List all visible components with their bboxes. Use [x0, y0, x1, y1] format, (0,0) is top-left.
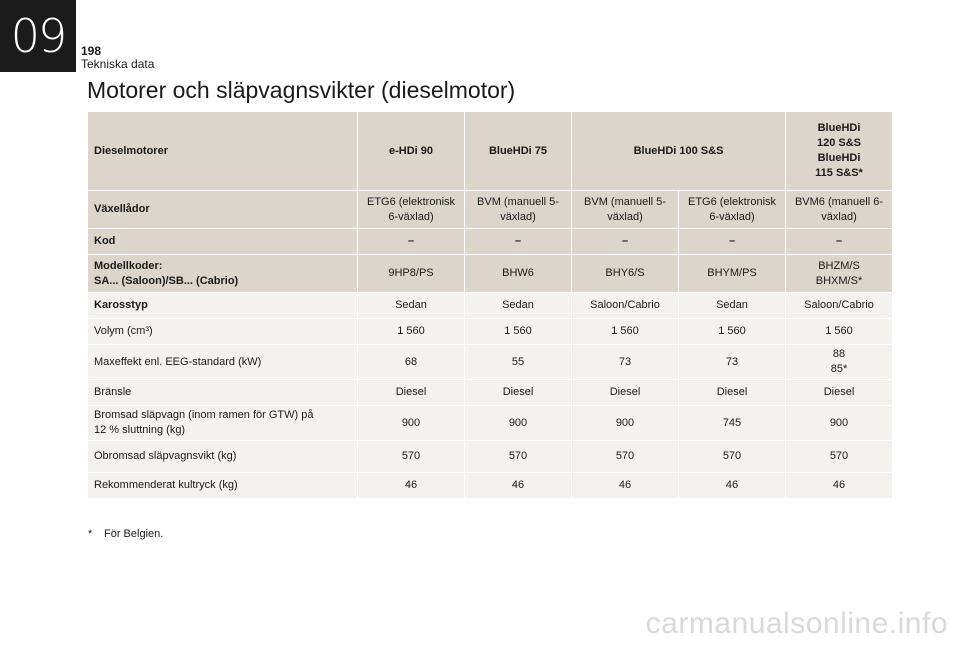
row-value: 46 — [465, 473, 572, 499]
model-code-value-2: BHY6/S — [572, 255, 679, 293]
row-label: Rekommenderat kultryck (kg) — [88, 473, 358, 499]
gearbox-row — [88, 191, 893, 229]
row-value: 88 85* — [786, 345, 893, 380]
watermark: carmanualsonline.info — [645, 607, 948, 640]
row-value: 900 — [572, 406, 679, 441]
table-row — [88, 293, 893, 319]
row-value: Sedan — [465, 293, 572, 319]
model-code-value-4: BHZM/S BHXM/S* — [786, 255, 893, 293]
row-value: 46 — [786, 473, 893, 499]
row-value: 570 — [465, 441, 572, 473]
table-row — [88, 319, 893, 345]
row-value: 46 — [572, 473, 679, 499]
row-value: 68 — [358, 345, 465, 380]
engine-header-row — [88, 112, 893, 191]
engine-header-1: BlueHDi 75 — [465, 112, 572, 191]
code-value-3: – — [679, 229, 786, 255]
row-value: 570 — [786, 441, 893, 473]
page-title: Motorer och släpvagnsvikter (dieselmotor) — [87, 77, 516, 103]
row-label: Volym (cm³) — [88, 319, 358, 345]
footnote-mark: * — [88, 528, 93, 540]
table-row — [88, 345, 893, 380]
row-value: 1 560 — [679, 319, 786, 345]
engine-header-2: BlueHDi 100 S&S — [572, 112, 786, 191]
row-value: 900 — [786, 406, 893, 441]
gearbox-value-0: ETG6 (elektronisk 6-växlad) — [358, 191, 465, 229]
row-value: Diesel — [679, 380, 786, 406]
engine-header-label: Dieselmotorer — [88, 112, 358, 191]
row-value: 55 — [465, 345, 572, 380]
model-code-value-0: 9HP8/PS — [358, 255, 465, 293]
footnote-text: För Belgien. — [104, 528, 164, 540]
page-number: 198 — [81, 44, 102, 58]
row-value: 46 — [679, 473, 786, 499]
row-value: Sedan — [358, 293, 465, 319]
gearbox-label: Växellådor — [88, 191, 358, 229]
row-value: Saloon/Cabrio — [572, 293, 679, 319]
table-row — [88, 380, 893, 406]
model-codes-row — [88, 255, 893, 293]
row-value: Diesel — [358, 380, 465, 406]
row-value: 1 560 — [358, 319, 465, 345]
row-value: 900 — [465, 406, 572, 441]
gearbox-value-2: BVM (manuell 5-växlad) — [572, 191, 679, 229]
table-row — [88, 473, 893, 499]
table-row — [88, 441, 893, 473]
row-value: Sedan — [679, 293, 786, 319]
row-value: 73 — [679, 345, 786, 380]
code-value-4: – — [786, 229, 893, 255]
gearbox-value-3: ETG6 (elektronisk 6-växlad) — [679, 191, 786, 229]
model-code-value-3: BHYM/PS — [679, 255, 786, 293]
section-name: Tekniska data — [81, 57, 155, 71]
specification-table — [87, 111, 893, 499]
specification-table-body — [88, 112, 893, 499]
row-label: Bromsad släpvagn (inom ramen för GTW) på 12 % sluttning (kg) — [88, 406, 358, 441]
row-label: Bränsle — [88, 380, 358, 406]
row-value: 745 — [679, 406, 786, 441]
row-value: Diesel — [572, 380, 679, 406]
gearbox-value-4: BVM6 (manuell 6-växlad) — [786, 191, 893, 229]
model-code-value-1: BHW6 — [465, 255, 572, 293]
engine-header-3: BlueHDi 120 S&S BlueHDi 115 S&S* — [786, 112, 893, 191]
code-value-1: – — [465, 229, 572, 255]
row-value: 1 560 — [465, 319, 572, 345]
row-value: 1 560 — [572, 319, 679, 345]
row-value: Diesel — [786, 380, 893, 406]
row-value: 46 — [358, 473, 465, 499]
row-value: 570 — [572, 441, 679, 473]
row-value: 570 — [679, 441, 786, 473]
row-label: Obromsad släpvagnsvikt (kg) — [88, 441, 358, 473]
code-value-0: – — [358, 229, 465, 255]
code-label: Kod — [88, 229, 358, 255]
code-row — [88, 229, 893, 255]
row-value: 900 — [358, 406, 465, 441]
code-value-2: – — [572, 229, 679, 255]
row-label: Karosstyp — [88, 293, 358, 319]
chapter-tab: 09 — [0, 0, 76, 72]
row-value: 73 — [572, 345, 679, 380]
row-value: 570 — [358, 441, 465, 473]
table-row — [88, 406, 893, 441]
row-value: Diesel — [465, 380, 572, 406]
engine-header-0: e-HDi 90 — [358, 112, 465, 191]
row-label: Maxeffekt enl. EEG-standard (kW) — [88, 345, 358, 380]
footnote — [88, 527, 163, 541]
gearbox-value-1: BVM (manuell 5-växlad) — [465, 191, 572, 229]
model-codes-label: Modellkoder: SA... (Saloon)/SB... (Cabrio) — [88, 255, 358, 293]
row-value: 1 560 — [786, 319, 893, 345]
row-value: Saloon/Cabrio — [786, 293, 893, 319]
